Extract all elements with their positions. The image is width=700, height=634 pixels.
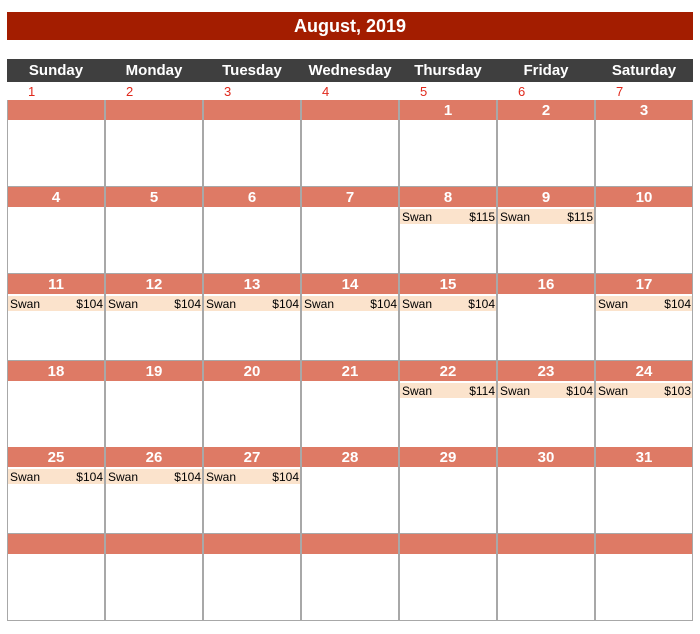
day-number: 29 (400, 447, 496, 467)
day-cell[interactable] (105, 534, 203, 621)
entry-price: $115 (469, 209, 495, 224)
day-number (302, 534, 398, 554)
day-cell[interactable] (7, 274, 105, 361)
day-cell[interactable] (7, 187, 105, 274)
week-row (7, 100, 693, 187)
entry-price: $103 (664, 383, 691, 398)
entry-price: $104 (468, 296, 495, 311)
weekday-number: 3 (224, 84, 232, 99)
day-number: 18 (8, 361, 104, 381)
day-number: 1 (400, 100, 496, 120)
day-cell[interactable] (301, 534, 399, 621)
day-cell[interactable] (497, 361, 595, 448)
entry-price: $104 (174, 469, 201, 484)
day-number: 26 (106, 447, 202, 467)
day-number: 5 (106, 187, 202, 207)
day-cell[interactable] (7, 100, 105, 187)
day-number: 7 (302, 187, 398, 207)
calendar-title: August, 2019 (7, 12, 693, 40)
day-number: 15 (400, 274, 496, 294)
entry-price: $104 (370, 296, 397, 311)
weekday-header (7, 59, 693, 82)
entry-name: Swan (500, 383, 531, 398)
entry-name: Swan (402, 383, 433, 398)
day-number: 14 (302, 274, 398, 294)
day-cell[interactable] (595, 274, 693, 361)
day-cell[interactable] (497, 100, 595, 187)
day-number: 8 (400, 187, 496, 207)
day-cell[interactable] (399, 361, 497, 448)
day-cell[interactable] (203, 447, 301, 534)
day-number: 21 (302, 361, 398, 381)
day-number: 10 (596, 187, 692, 207)
day-cell[interactable] (105, 187, 203, 274)
entry-name: Swan (206, 469, 237, 484)
day-cell[interactable] (105, 447, 203, 534)
day-cell[interactable] (301, 447, 399, 534)
day-number (498, 534, 594, 554)
day-cell[interactable] (497, 534, 595, 621)
day-cell[interactable] (7, 447, 105, 534)
day-cell[interactable] (399, 534, 497, 621)
day-number: 22 (400, 361, 496, 381)
day-number: 6 (204, 187, 300, 207)
entry-name: Swan (304, 296, 335, 311)
week-row (7, 274, 693, 361)
day-number: 24 (596, 361, 692, 381)
entry-name: Swan (206, 296, 237, 311)
day-cell[interactable] (399, 187, 497, 274)
day-number: 4 (8, 187, 104, 207)
day-number: 19 (106, 361, 202, 381)
weekday-thursday: Thursday (414, 62, 482, 79)
day-number: 31 (596, 447, 692, 467)
booking-entry[interactable] (498, 383, 594, 398)
day-number: 23 (498, 361, 594, 381)
day-number: 25 (8, 447, 104, 467)
entry-price: $104 (174, 296, 201, 311)
day-number (204, 534, 300, 554)
booking-entry[interactable] (596, 383, 692, 398)
day-number (106, 100, 202, 120)
day-cell[interactable] (497, 274, 595, 361)
day-number: 20 (204, 361, 300, 381)
entry-name: Swan (402, 209, 433, 224)
week-row (7, 361, 693, 448)
entry-name: Swan (10, 296, 41, 311)
day-number (204, 100, 300, 120)
day-number: 13 (204, 274, 300, 294)
day-cell[interactable] (595, 100, 693, 187)
entry-name: Swan (402, 296, 433, 311)
day-cell[interactable] (203, 534, 301, 621)
weekday-saturday: Saturday (611, 62, 677, 79)
day-cell[interactable] (7, 534, 105, 621)
weekday-number: 5 (420, 84, 428, 99)
entry-name: Swan (500, 209, 531, 224)
booking-entry[interactable] (8, 469, 104, 484)
day-number: 2 (498, 100, 594, 120)
weekday-number-row (7, 84, 693, 99)
booking-entry[interactable] (596, 296, 692, 311)
day-number: 17 (596, 274, 692, 294)
weekday-sunday: Sunday (28, 62, 84, 79)
booking-entry[interactable] (106, 469, 202, 484)
week-row (7, 534, 693, 621)
entry-price: $115 (567, 209, 593, 224)
booking-entry[interactable] (204, 469, 300, 484)
day-cell[interactable] (203, 361, 301, 448)
day-cell[interactable] (301, 361, 399, 448)
day-cell[interactable] (203, 187, 301, 274)
entry-name: Swan (598, 296, 629, 311)
day-cell[interactable] (301, 274, 399, 361)
day-cell[interactable] (105, 361, 203, 448)
day-cell[interactable] (203, 100, 301, 187)
day-number: 12 (106, 274, 202, 294)
day-number (8, 100, 104, 120)
day-cell[interactable] (399, 274, 497, 361)
day-cell[interactable] (105, 274, 203, 361)
day-cell[interactable] (399, 100, 497, 187)
day-number (106, 534, 202, 554)
day-cell[interactable] (595, 447, 693, 534)
day-number (596, 534, 692, 554)
day-number (8, 534, 104, 554)
entry-price: $104 (76, 296, 103, 311)
day-number (302, 100, 398, 120)
entry-name: Swan (108, 296, 139, 311)
entry-price: $104 (272, 469, 299, 484)
day-number: 11 (8, 274, 104, 294)
booking-entry[interactable] (8, 296, 104, 311)
entry-name: Swan (10, 469, 41, 484)
day-number: 27 (204, 447, 300, 467)
day-cell[interactable] (497, 447, 595, 534)
day-cell[interactable] (301, 100, 399, 187)
entry-price: $104 (272, 296, 299, 311)
entry-price: $104 (76, 469, 103, 484)
day-cell[interactable] (497, 187, 595, 274)
day-cell[interactable] (105, 100, 203, 187)
weekday-wednesday: Wednesday (308, 62, 392, 79)
day-cell[interactable] (301, 187, 399, 274)
week-row (7, 447, 693, 534)
booking-entry[interactable] (498, 209, 594, 224)
day-cell[interactable] (595, 187, 693, 274)
day-number: 16 (498, 274, 594, 294)
day-cell[interactable] (595, 534, 693, 621)
entry-price: $114 (469, 383, 495, 398)
calendar-grid (7, 100, 693, 620)
weekday-friday: Friday (523, 62, 569, 79)
entry-name: Swan (108, 469, 139, 484)
weekday-number: 2 (126, 84, 134, 99)
week-row (7, 187, 693, 274)
weekday-monday: Monday (125, 62, 183, 79)
entry-price: $104 (664, 296, 691, 311)
weekday-number: 6 (518, 84, 526, 99)
day-number: 30 (498, 447, 594, 467)
booking-entry[interactable] (400, 209, 496, 224)
weekday-tuesday: Tuesday (222, 62, 282, 79)
entry-name: Swan (598, 383, 629, 398)
booking-entry[interactable] (302, 296, 398, 311)
booking-entry[interactable] (400, 383, 496, 398)
booking-entry[interactable] (106, 296, 202, 311)
entry-price: $104 (566, 383, 593, 398)
booking-entry[interactable] (400, 296, 496, 311)
weekday-number: 7 (616, 84, 624, 99)
weekday-number: 4 (322, 84, 330, 99)
day-number: 9 (498, 187, 594, 207)
weekday-number: 1 (28, 84, 36, 99)
day-cell[interactable] (7, 361, 105, 448)
day-number: 28 (302, 447, 398, 467)
day-cell[interactable] (595, 361, 693, 448)
day-cell[interactable] (203, 274, 301, 361)
day-cell[interactable] (399, 447, 497, 534)
day-number (400, 534, 496, 554)
booking-entry[interactable] (204, 296, 300, 311)
day-number: 3 (596, 100, 692, 120)
